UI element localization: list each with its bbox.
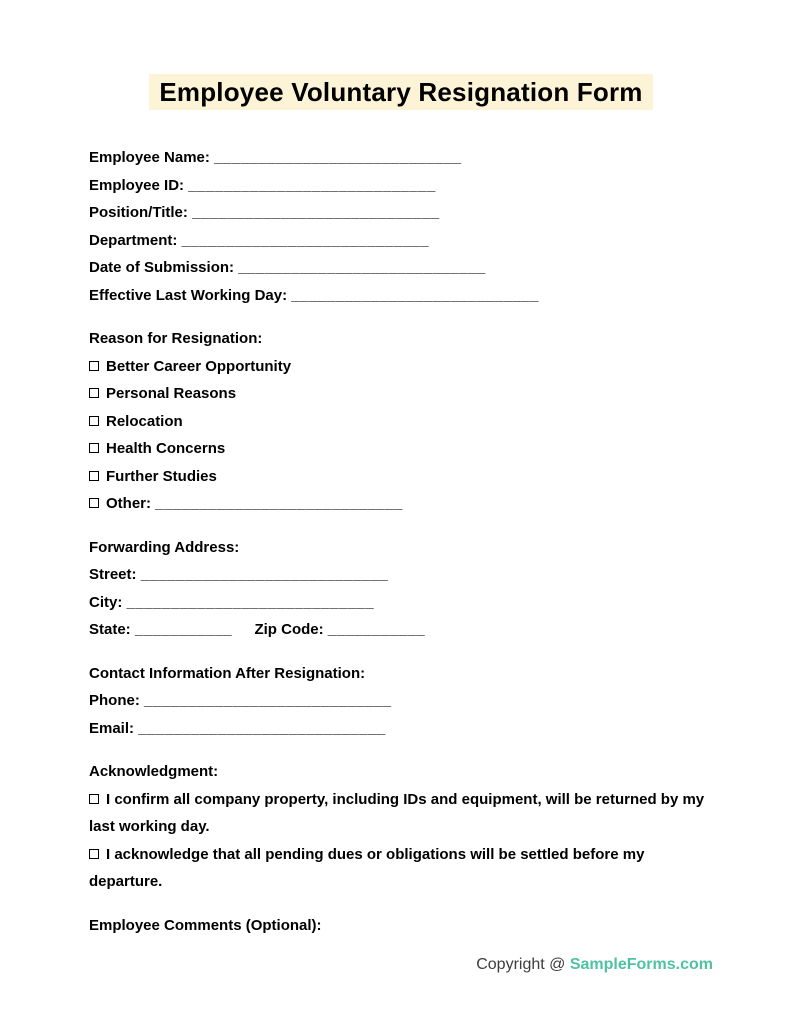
blank-line: ____________________________ [181,231,430,249]
field-position-title [89,199,713,227]
blank-line: ____________________________ [238,259,486,276]
employee-info-section [89,144,713,309]
field-employee-id [89,172,713,200]
forwarding-address-section [89,534,713,644]
reason-option-health-concerns [89,435,713,463]
acknowledgment-text: I acknowledge that all pending dues or obligations will be settled before my departure. [89,845,645,890]
blank-line: ___________ [134,621,233,638]
acknowledgment-item-property [89,786,713,841]
field-city [89,589,713,617]
copyright-text: Copyright @ [476,956,566,973]
section-heading-reason: Reason for Resignation: [89,330,263,347]
acknowledgment-text: I confirm all company property, including IDs and equipment, will be returned by my last working day. [89,790,705,835]
field-phone [89,687,713,715]
checkbox-icon[interactable] [89,471,99,481]
field-label: City: [89,593,123,611]
field-label: Phone: [89,692,140,709]
field-email [89,715,713,743]
field-employee-name [89,144,713,172]
field-street [89,561,713,589]
reason-section [89,325,713,518]
acknowledgment-item-dues [89,841,713,896]
reason-option-better-career [89,353,713,381]
blank-line: ____________________________ [192,204,440,221]
checkbox-icon[interactable] [89,361,99,371]
field-label: Position/Title: [89,204,188,221]
contact-info-section [89,660,713,743]
blank-line: ___________ [327,621,426,638]
checkbox-icon[interactable] [89,388,99,398]
acknowledgment-section [89,758,713,896]
field-label: Street: [89,566,137,583]
blank-line: ____________________________ [155,495,403,512]
section-heading-acknowledgment: Acknowledgment: [89,763,219,780]
blank-line: ____________________________ [144,692,392,709]
option-label: Personal Reasons [106,385,237,402]
blank-line: ____________________________ [188,176,436,194]
field-effective-last-working-day [89,282,713,310]
checkbox-icon[interactable] [89,498,99,508]
footer [476,953,713,977]
field-label: Effective Last Working Day: [89,286,288,304]
comments-section [89,912,713,940]
blank-line: ____________________________ [140,566,389,583]
field-label: Employee Name: [89,149,210,166]
field-label: Employee ID: [89,176,185,194]
blank-line: ____________________________ [126,593,375,611]
checkbox-icon[interactable] [89,443,99,453]
field-label: Date of Submission: [89,259,235,276]
field-label: Email: [89,719,135,737]
blank-line: ____________________________ [291,286,539,304]
field-label: Zip Code: [254,621,324,638]
option-label: Relocation [106,412,183,430]
option-label: Further Studies [106,467,217,485]
field-label: State: [89,621,131,638]
option-label: Other: [106,495,151,512]
sampleforms-link[interactable]: SampleForms.com [569,956,713,973]
field-department [89,227,713,255]
page-title-wrap [89,74,713,110]
reason-option-further-studies [89,463,713,491]
option-label: Health Concerns [106,440,226,457]
checkbox-icon[interactable] [89,794,99,804]
page-title: Employee Voluntary Resignation Form [149,74,652,110]
reason-option-personal-reasons [89,380,713,408]
blank-line: ____________________________ [138,719,386,737]
section-heading-contact: Contact Information After Resignation: [89,664,366,682]
checkbox-icon[interactable] [89,849,99,859]
reason-option-relocation [89,408,713,436]
section-heading-forwarding: Forwarding Address: [89,538,240,556]
field-date-of-submission [89,254,713,282]
field-state-zip [89,616,713,644]
section-heading-comments: Employee Comments (Optional): [89,916,322,934]
blank-line: ____________________________ [214,149,462,166]
field-label: Department: [89,231,178,249]
reason-option-other [89,490,713,518]
checkbox-icon[interactable] [89,416,99,426]
option-label: Better Career Opportunity [106,357,292,375]
